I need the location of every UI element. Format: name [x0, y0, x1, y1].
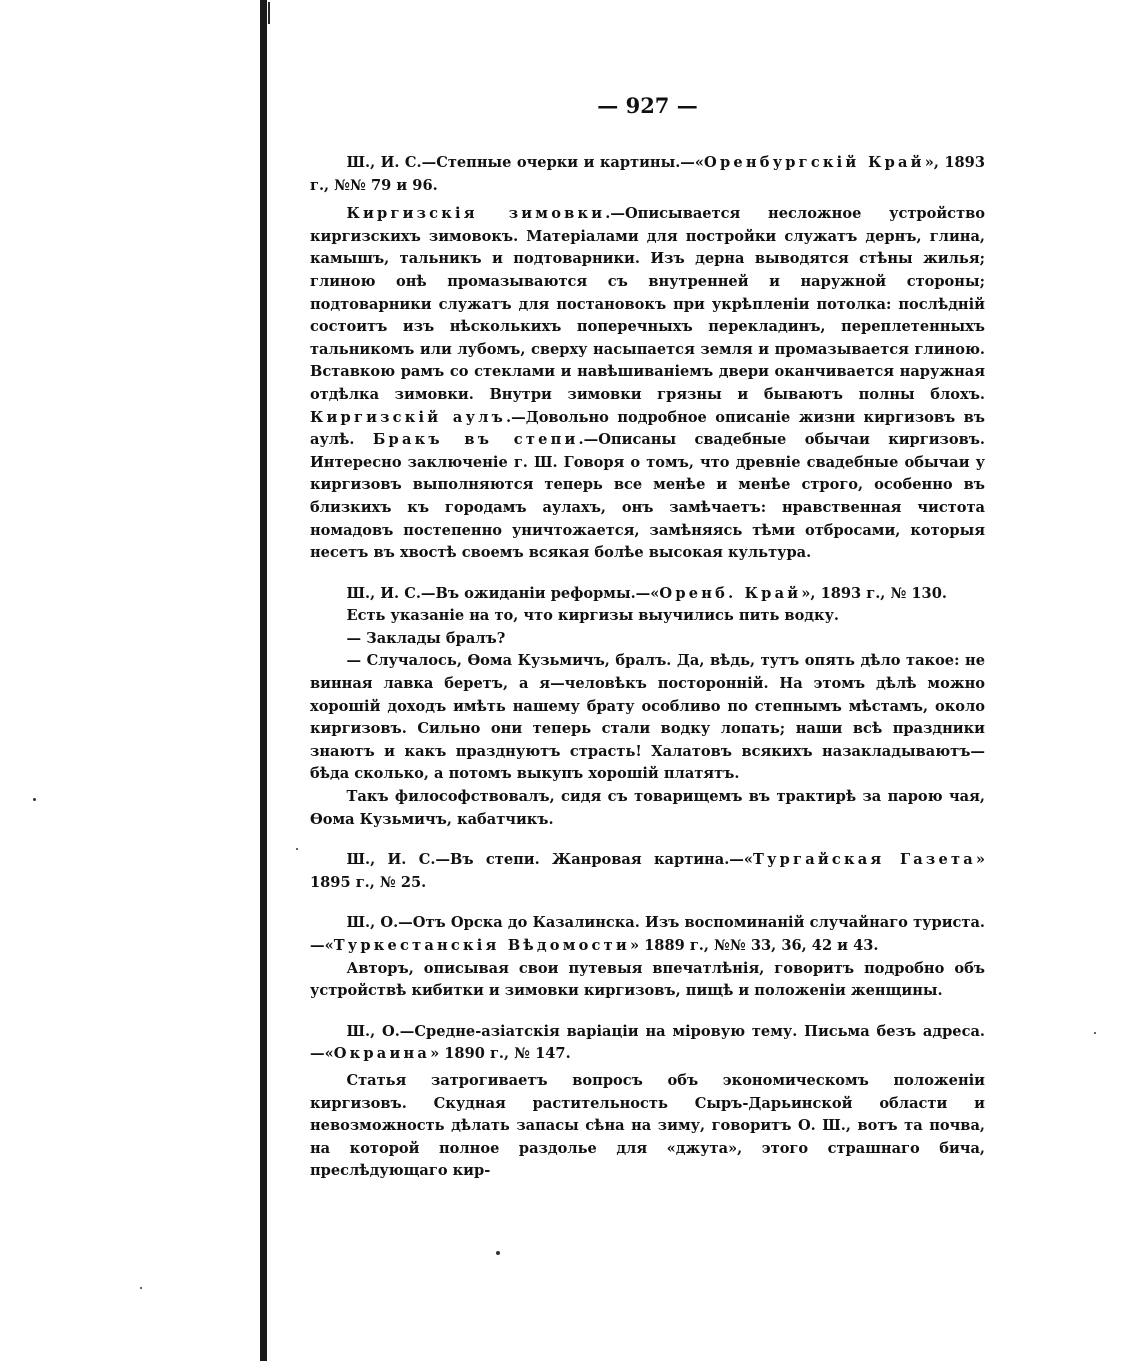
scan-speck [296, 848, 298, 850]
entry-heading [310, 583, 985, 606]
bibliography-entry [310, 849, 985, 894]
section-title: Киргизскій аулъ [310, 408, 507, 426]
bibliography-entry [310, 1021, 985, 1183]
binding-edge-line [260, 0, 267, 1361]
scan-speck [1094, 1032, 1096, 1034]
entry-paragraph: Такъ философствовалъ, сидя съ товарищемъ въ трактирѣ за парою чая, Ѳома Кузьмичъ, кабатчикъ. [310, 788, 985, 828]
section-text: .—Описаны свадебные обычаи киргизовъ. Интересно заключеніе г. Ш. Говоря о томъ, что древніе свадебные обычаи у киргизовъ выполняются теперь все менѣе и менѣе строго, особенно въ близкихъ къ городамъ аулахъ, онъ замѣчаетъ: нравственная чистота номадовъ постепенно уничтожается, замѣняясь тѣми отбросами, которыя несетъ въ хвостѣ своемъ всякая болѣе высокая культура. [310, 431, 985, 562]
dialogue-line: — Случалось, Ѳома Кузьмичъ, бралъ. Да, вѣдь, тутъ опять дѣло такое: не винная лавка беретъ, а я—человѣкъ посторонній. На этомъ дѣлѣ можно хорошій доходъ имѣть нашему брату особливо по степнымъ мѣстамъ, около киргизовъ. Сильно они теперь стали водку лопать; наши всѣ праздники знаютъ и какъ празднуютъ страсть! Халатовъ всякихъ назакладываютъ—бѣда сколько, а потомъ выкупъ хорошій платятъ. [310, 652, 985, 783]
dialogue-line: — Заклады бралъ? [346, 629, 506, 647]
bibliography-entry [310, 152, 985, 565]
source-title: Оренб. Край [659, 584, 802, 602]
source-title: Тургайская Газета [753, 851, 976, 869]
source-title: Туркестанскія Вѣдомости [333, 937, 630, 954]
bibliography-entry [310, 912, 985, 1002]
scan-speck [140, 1287, 142, 1289]
entry-heading-text: Ш., И. С.—Степные очерки и картины.—« [346, 154, 705, 171]
entry-heading [310, 1021, 985, 1066]
source-title: Окраина [333, 1045, 431, 1063]
source-details: » 1890 г., № 147. [430, 1045, 571, 1063]
entry-annotation: Авторъ, описывая свои путевыя впечатлѣнія, говоритъ подробно объ устройствѣ кибитки и зимовки киргизовъ, пищѣ и положеніи женщины. [310, 959, 985, 1000]
section-text: .—Описывается несложное устройство киргизскихъ зимовокъ. Матеріалами для постройки служатъ дернъ, глина, камышъ, тальникъ и подтоварники. Изъ дерна выводятся стѣны жилья; глиною онѣ промазываются съ внутренней и наружной стороны; подтоварники служатъ для постановокъ при укрѣпленіи потолка: послѣдній состоитъ изъ нѣсколькихъ поперечныхъ перекладинъ, переплетенныхъ тальникомъ или лубомъ, сверху насыпается земля и промазывается глиною. Вставкою рамъ со стеклами и навѣшиваніемъ двери оканчивается наружная отдѣлка зимовки. Внутри зимовки грязны и бываютъ полны блохъ. [310, 205, 985, 403]
scan-speck [33, 798, 36, 801]
entry-heading [310, 152, 985, 197]
scan-speck [496, 1251, 500, 1255]
entry-heading [310, 912, 985, 957]
entry-heading-text: Ш., И. С.—Въ ожиданіи реформы.—« [346, 584, 660, 602]
section-title: Бракъ въ степи [372, 431, 579, 449]
entry-heading [310, 849, 985, 894]
source-details: », 1893 г., №№ 79 и 96. [310, 154, 985, 194]
section-title: Киргизскія зимовки [346, 205, 606, 223]
entry-annotation: Статья затрогиваетъ вопросъ объ экономическомъ положеніи киргизовъ. Скудная растительность Сыръ-Дарьинской области и невозможность дѣлать запасы сѣна на зиму, говоритъ О. Ш., вотъ та почва, на которой полное раздолье для «джута», этого страшнаго бича, преслѣдующаго кир- [310, 1071, 985, 1180]
source-title: Оренбургскій Край [704, 154, 925, 171]
source-details: » 1889 г., №№ 33, 36, 42 и 43. [629, 937, 879, 954]
section-text: .—Довольно подробное описаніе жизни киргизовъ въ аулѣ. [310, 408, 985, 449]
document-page [310, 92, 985, 1183]
entry-heading-text: Ш., И. С.—Въ степи. Жанровая картина.—« [346, 851, 753, 869]
entry-annotation [310, 203, 985, 565]
binding-edge-mark [268, 2, 270, 24]
entry-heading-text: Ш., О.—Отъ Орска до Казалинска. Изъ воспоминаній случайнаго туриста.—« [310, 914, 985, 954]
entry-paragraph: Есть указаніе на то, что киргизы выучились пить водку. [346, 607, 839, 625]
bibliography-entry [310, 583, 985, 832]
entry-heading-text: Ш., О.—Средне-азіатскія варіаціи на міровую тему. Письма безъ адреса.—« [310, 1022, 985, 1063]
source-details: » 1895 г., № 25. [310, 851, 985, 891]
page-number: — 927 — [597, 93, 698, 118]
source-details: », 1893 г., № 130. [801, 584, 947, 602]
